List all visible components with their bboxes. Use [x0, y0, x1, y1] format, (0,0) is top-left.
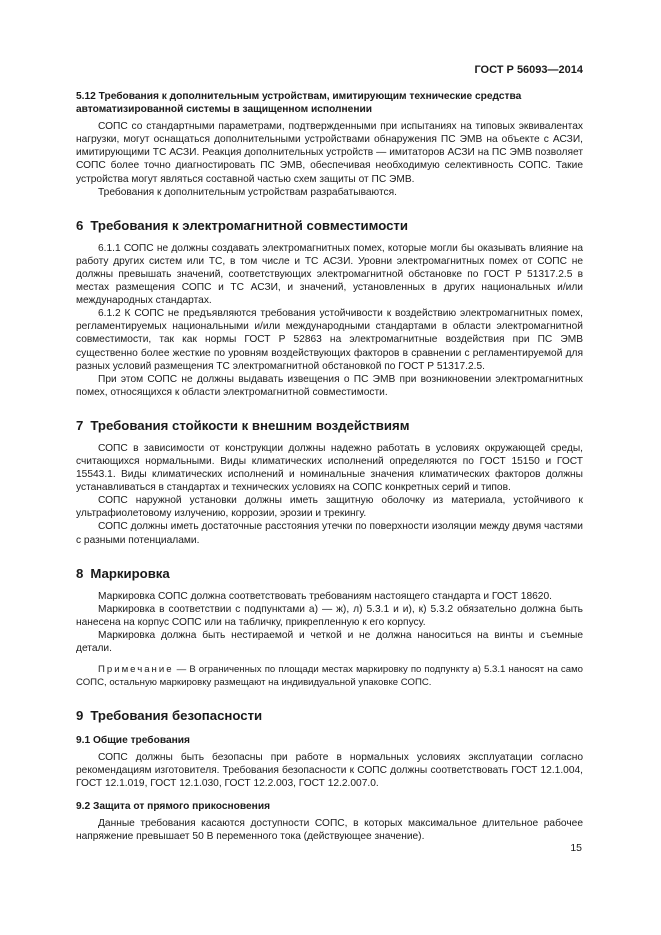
section-title: Требования стойкости к внешним воздействиям	[90, 417, 410, 433]
note-label: Примечание	[98, 664, 174, 676]
paragraph: 6.1.1 СОПС не должны создавать электромагнитных помех, которые могли бы оказывать влияние на работу других систем или ТС, в том числе и ТС АСЗИ. Уровни электромагнитных помех от СОПС не должны превышать значений, соответствующих электромагнитной обстановке по ГОСТ Р 51317.2.5 в местах размещения СОПС и ТС АСЗИ, и значений, установленных в других национальных и/или международных стандартах.	[76, 242, 583, 307]
document-body	[76, 90, 583, 844]
section-number: 6	[76, 217, 84, 233]
section-heading-9	[76, 708, 583, 724]
note	[76, 664, 583, 689]
subsection-title-9-1: 9.1 Общие требования	[76, 734, 190, 746]
paragraph: 6.1.2 К СОПС не предъявляются требования устойчивости к воздействию электромагнитных помех, регламентируемых национальными и/или международными стандартами в области электромагнитной совместимости, так как нормы ГОСТ Р 52863 на электромагнитные воздействия при ПС ЭМВ существенно более жесткие по уровням воздействующих факторов в сравнении с регламентируемой для разных условий размещения ТС электромагнитной обстановкой по ГОСТ Р 51317.2.5.	[76, 308, 583, 372]
section-title: Требования к электромагнитной совместимости	[90, 217, 408, 233]
section-number: 7	[76, 417, 84, 433]
section-title: Требования безопасности	[90, 707, 263, 723]
section-heading-6	[76, 218, 583, 234]
paragraph: При этом СОПС не должны выдавать извещения о ПС ЭМВ при возникновении электромагнитных помех, относящихся к области электромагнитной совместимости.	[76, 373, 583, 398]
section-title: Маркировка	[90, 565, 170, 581]
section-number: 8	[76, 565, 84, 581]
paragraph: Маркировка СОПС должна соответствовать требованиям настоящего стандарта и ГОСТ 18620.	[98, 590, 552, 602]
page-number: 15	[570, 842, 582, 854]
section-number: 9	[76, 707, 84, 723]
subsection-title-5-12: 5.12 Требования к дополнительным устройствам, имитирующим технические средства автоматизированной системы в защищенном исполнении	[76, 91, 522, 116]
document-header: ГОСТ Р 56093—2014	[474, 64, 583, 76]
paragraph: Маркировка должна быть нестираемой и четкой и не должна наноситься на винты и съемные детали.	[76, 629, 583, 654]
note-text: — В ограниченных по площади местах маркировку по подпункту а) 5.3.1 наносят на само СОПС, остальную маркировку размещают на индивидуальной упаковке СОПС.	[76, 664, 583, 688]
paragraph: СОПС в зависимости от конструкции должны надежно работать в условиях окружающей среды, считающихся нормальными. Виды климатических исполнений определяются по ГОСТ 15150 и ГОСТ 15543.1. Виды климатических исполнений и номинальные значения климатических факторов должны устанавливаться в стандартах и технических условиях на СОПС конкретных серий и типов.	[76, 442, 583, 494]
paragraph: Маркировка в соответствии с подпунктами а) — ж), л) 5.3.1 и и), к) 5.3.2 обязательно должна быть нанесена на корпус СОПС или на табличку, прикрепленную к его корпусу.	[76, 603, 583, 628]
subsection-title-9-2: 9.2 Защита от прямого прикосновения	[76, 801, 271, 813]
section-heading-7	[76, 418, 583, 434]
section-heading-8	[76, 566, 583, 582]
paragraph: СОПС должны быть безопасны при работе в нормальных условиях эксплуатации согласно рекомендациям изготовителя. Требования безопасности к СОПС должны соответствовать ГОСТ 12.1.004, ГОСТ 12.1.019, ГОСТ 12.1.030, ГОСТ 12.2.003, ГОСТ 12.2.007.0.	[76, 752, 583, 790]
paragraph: СОПС должны иметь достаточные расстояния утечки по поверхности изоляции между двумя частями с разными потенциалами.	[76, 521, 583, 546]
paragraph: СОПС со стандартными параметрами, подтвержденными при испытаниях на типовых эквивалентах нагрузки, могут оснащаться дополнительными устройствами обнаружения ПС ЭМВ на объекте с АСЗИ, имитирующими ТС АСЗИ. Реакция дополнительных устройств — имитаторов АСЗИ на ПС ЭМВ позволяет СОПС более точно диагностировать ПС ЭМВ, обеспечивая необходимую селективность СОПС. Такие устройства могут являться составной частью схем защиты от ПС ЭМВ.	[76, 121, 583, 185]
paragraph: Требования к дополнительным устройствам разрабатываются.	[98, 186, 397, 198]
paragraph: Данные требования касаются доступности СОПС, в которых максимальное длительное рабочее напряжение превышает 50 В переменного тока (действующее значение).	[76, 818, 583, 843]
paragraph: СОПС наружной установки должны иметь защитную оболочку из материала, устойчивого к ультрафиолетовому излучению, коррозии, эрозии и трекингу.	[76, 495, 583, 520]
